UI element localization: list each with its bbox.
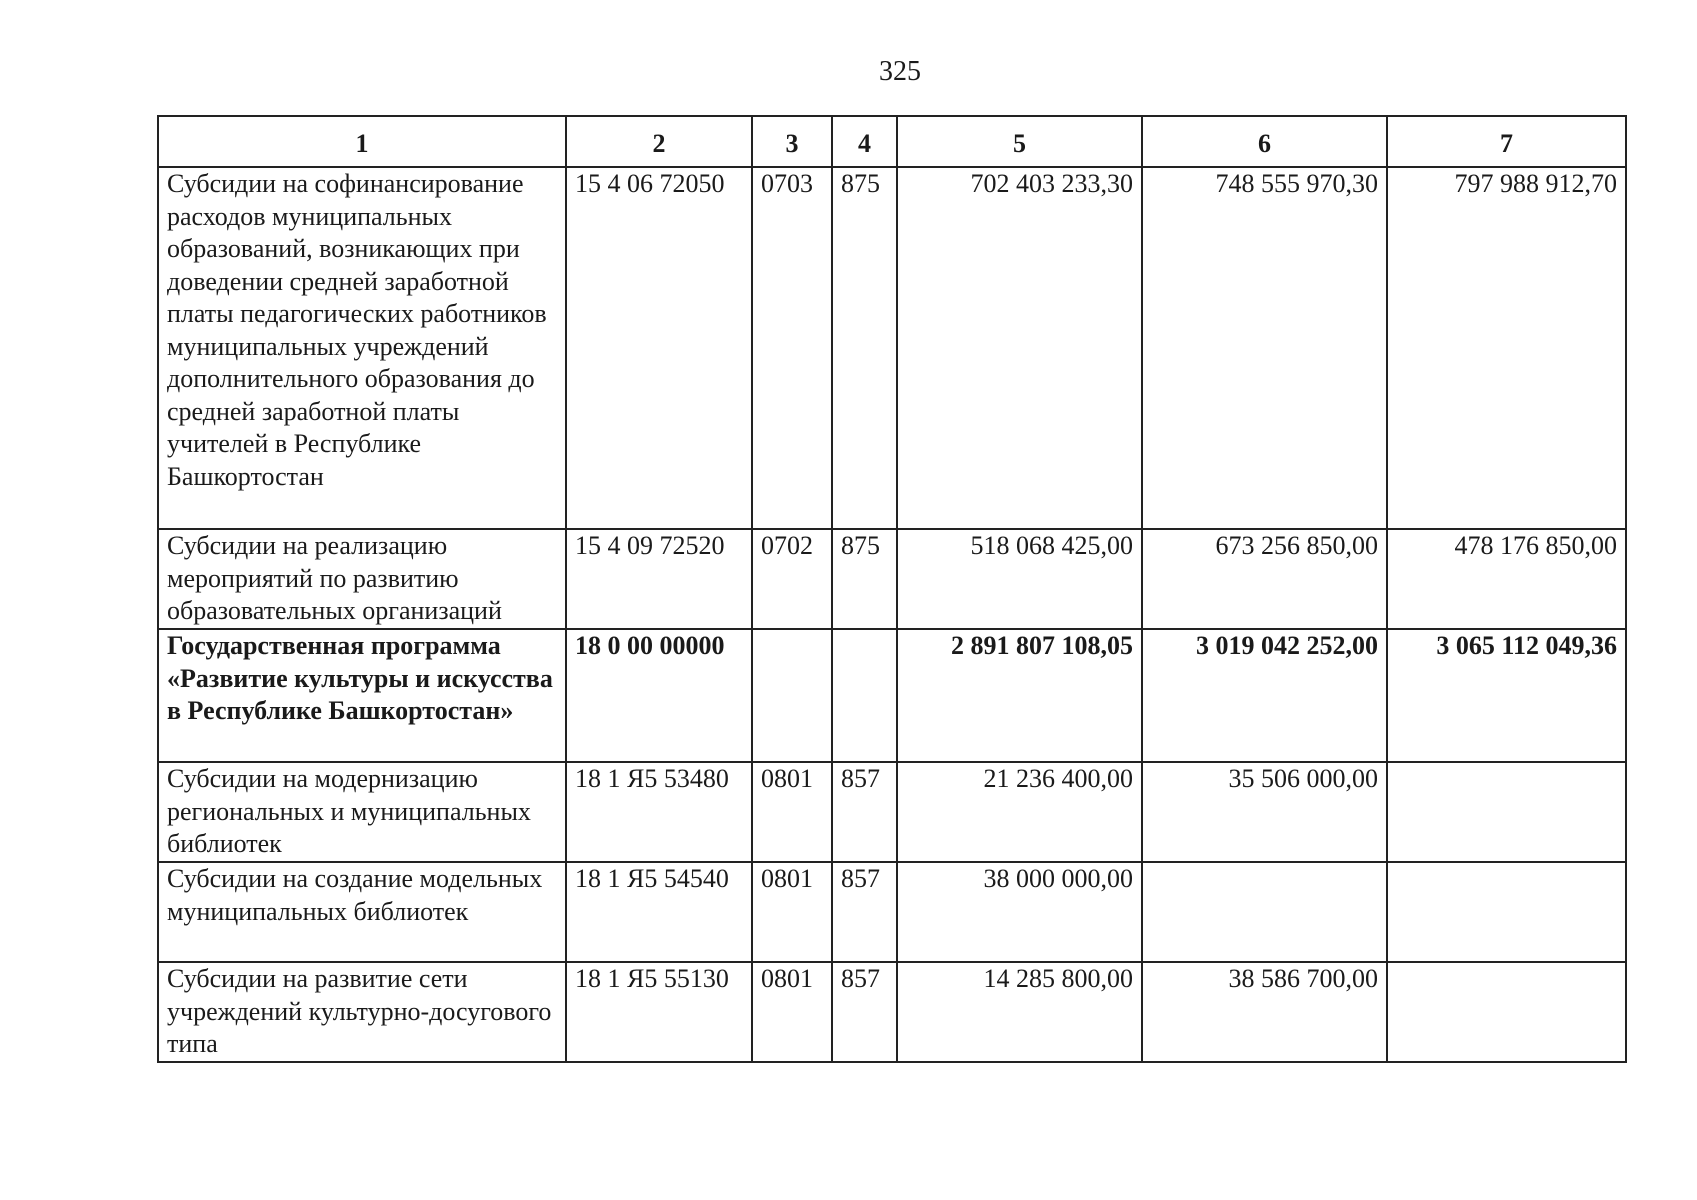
- budget-table: [157, 115, 1627, 1063]
- row-section-code: [752, 629, 832, 762]
- table-row: [158, 862, 1626, 962]
- row-amount-col7: [1387, 762, 1626, 862]
- table-row: [158, 962, 1626, 1062]
- row-name: Субсидии на развитие сети учреждений культурно-досугового типа: [158, 962, 566, 1062]
- row-amount-col7: 478 176 850,00: [1387, 529, 1626, 629]
- row-target-code: 18 0 00 00000: [566, 629, 752, 762]
- row-target-code: 18 1 Я5 54540: [566, 862, 752, 962]
- table-row: [158, 167, 1626, 529]
- row-section-code: 0801: [752, 962, 832, 1062]
- row-expense-type: 875: [832, 529, 897, 629]
- row-expense-type: 857: [832, 762, 897, 862]
- header-col-5: 5: [897, 116, 1142, 167]
- row-section-code: 0702: [752, 529, 832, 629]
- row-amount-col5: 2 891 807 108,05: [897, 629, 1142, 762]
- row-amount-col6: 3 019 042 252,00: [1142, 629, 1387, 762]
- row-amount-col7: [1387, 862, 1626, 962]
- header-col-1: 1: [158, 116, 566, 167]
- table-row-program: [158, 629, 1626, 762]
- header-row: [158, 116, 1626, 167]
- table-row: [158, 762, 1626, 862]
- row-target-code: 15 4 06 72050: [566, 167, 752, 529]
- row-target-code: 18 1 Я5 55130: [566, 962, 752, 1062]
- row-amount-col7: 3 065 112 049,36: [1387, 629, 1626, 762]
- row-amount-col5: 702 403 233,30: [897, 167, 1142, 529]
- header-col-3: 3: [752, 116, 832, 167]
- header-col-7: 7: [1387, 116, 1626, 167]
- row-amount-col7: [1387, 962, 1626, 1062]
- row-name: Субсидии на реализацию мероприятий по развитию образовательных организаций: [158, 529, 566, 629]
- row-target-code: 15 4 09 72520: [566, 529, 752, 629]
- row-amount-col5: 14 285 800,00: [897, 962, 1142, 1062]
- row-amount-col6: 673 256 850,00: [1142, 529, 1387, 629]
- row-section-code: 0801: [752, 762, 832, 862]
- row-amount-col6: 35 506 000,00: [1142, 762, 1387, 862]
- row-amount-col6: [1142, 862, 1387, 962]
- row-amount-col5: 38 000 000,00: [897, 862, 1142, 962]
- row-section-code: 0801: [752, 862, 832, 962]
- row-amount-col6: 38 586 700,00: [1142, 962, 1387, 1062]
- row-target-code: 18 1 Я5 53480: [566, 762, 752, 862]
- row-expense-type: 857: [832, 962, 897, 1062]
- row-name: Субсидии на модернизацию региональных и муниципальных библиотек: [158, 762, 566, 862]
- row-expense-type: [832, 629, 897, 762]
- row-amount-col7: 797 988 912,70: [1387, 167, 1626, 529]
- table-row: [158, 529, 1626, 629]
- row-name: Государственная программа «Развитие культуры и искусства в Республике Башкортостан»: [158, 629, 566, 762]
- row-expense-type: 857: [832, 862, 897, 962]
- row-section-code: 0703: [752, 167, 832, 529]
- row-name: Субсидии на софинансирование расходов муниципальных образований, возникающих при доведении средней заработной платы педагогических работников муниципальных учреждений дополнительного образования до средней заработной платы учителей в Республике Башкортостан: [158, 167, 566, 529]
- header-col-2: 2: [566, 116, 752, 167]
- row-amount-col5: 21 236 400,00: [897, 762, 1142, 862]
- page-number: 325: [879, 56, 921, 87]
- row-name: Субсидии на создание модельных муниципальных библиотек: [158, 862, 566, 962]
- row-expense-type: 875: [832, 167, 897, 529]
- header-col-6: 6: [1142, 116, 1387, 167]
- header-col-4: 4: [832, 116, 897, 167]
- row-amount-col5: 518 068 425,00: [897, 529, 1142, 629]
- row-amount-col6: 748 555 970,30: [1142, 167, 1387, 529]
